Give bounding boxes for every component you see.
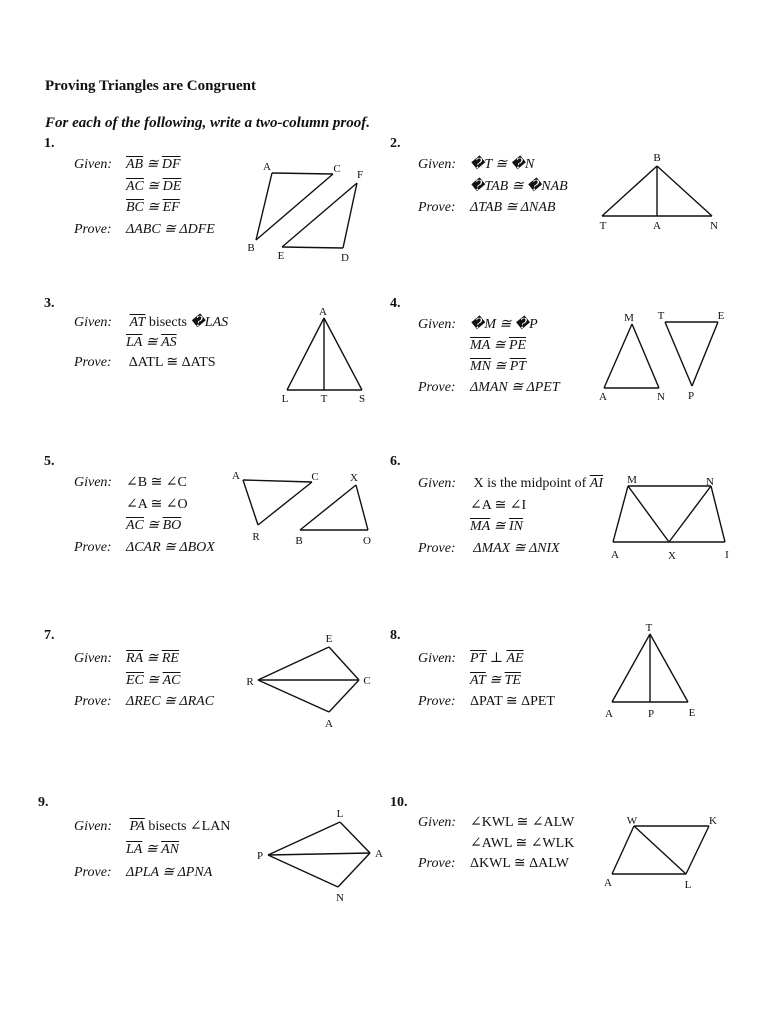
vertex-label: C	[311, 471, 319, 483]
math-text: ≅	[143, 178, 163, 194]
segment-notation: $\overline{LA}$	[126, 335, 143, 350]
math-text: ΔPAT ≅ ΔPET	[470, 694, 555, 709]
statement-label: Prove:	[418, 856, 456, 871]
statement-label: Given:	[74, 819, 113, 834]
vertex-label: T	[657, 310, 665, 322]
vertex-label: L	[281, 393, 289, 405]
segment-notation: $\overline{AC}$	[126, 178, 144, 194]
math-text: bisects	[145, 315, 191, 330]
math-text: ≅	[491, 359, 510, 374]
problem-number: 9.	[38, 795, 49, 810]
math-text: �LAS	[190, 315, 229, 330]
segment-notation: $\overline{PT}$	[509, 359, 527, 374]
vertex-label: P	[256, 850, 264, 862]
math-text: ∠A ≅ ∠I	[470, 497, 527, 513]
vertex-label: B	[653, 152, 661, 164]
problem-number: 7.	[44, 628, 55, 643]
math-text: ΔTAB ≅ ΔNAB	[470, 200, 556, 215]
vertex-label: F	[356, 169, 364, 181]
statement-label: Prove:	[74, 221, 112, 237]
statement-label: Given:	[418, 651, 457, 666]
vertex-label: N	[706, 476, 714, 488]
segment-notation: $\overline{AE}$	[506, 651, 524, 666]
problem-number: 6.	[390, 454, 401, 469]
vertex-label: M	[624, 312, 634, 324]
segment-notation: $\overline{PA}$	[129, 819, 145, 834]
figure-5-triangles	[232, 470, 371, 547]
vertex-label: L	[336, 808, 344, 820]
math-text: ΔPLA ≅ ΔPNA	[126, 865, 213, 880]
segment-notation: $\overline{BO}$	[162, 518, 182, 533]
segment-notation: $\overline{DE}$	[162, 178, 182, 194]
math-text: X is the midpoint of	[470, 476, 590, 491]
segment-notation: $\overline{RA}$	[126, 651, 144, 666]
math-text: ≅	[143, 651, 162, 666]
statement-label: Given:	[418, 476, 457, 491]
segment-notation: $\overline{IN}$	[508, 519, 523, 534]
vertex-label: A	[611, 549, 619, 561]
vertex-label: A	[232, 470, 240, 482]
vertex-label: E	[277, 250, 285, 262]
math-text: ≅	[143, 518, 163, 533]
segment-notation: $\overline{TE}$	[504, 672, 521, 688]
statement-label: Given:	[418, 317, 457, 332]
vertex-label: T	[599, 220, 607, 232]
math-text: ΔABC ≅ ΔDFE	[126, 221, 215, 237]
segment-notation: $\overline{EF}$	[162, 200, 180, 215]
vertex-label: M	[627, 474, 637, 486]
figure-9-triangles	[257, 808, 383, 904]
segment-notation: $\overline{AN}$	[161, 842, 179, 857]
vertex-label: A	[325, 718, 333, 730]
segment-notation: $\overline{AC}$	[162, 672, 181, 688]
math-text: ΔMAX ≅ ΔNIX	[470, 540, 560, 556]
math-text: ⊥	[486, 651, 507, 666]
math-text: ΔCAR ≅ ΔBOX	[126, 539, 215, 555]
vertex-label: A	[375, 848, 383, 860]
math-text: ∠KWL ≅ ∠ALW	[470, 815, 575, 830]
figure-3-triangles	[282, 306, 365, 405]
problem-number: 3.	[44, 296, 55, 311]
statement-label: Given:	[418, 815, 457, 830]
math-text: �TAB ≅ �NAB	[470, 178, 568, 194]
math-text: ΔMAN ≅ ΔPET	[470, 380, 560, 395]
segment-notation: $\overline{DF}$	[161, 157, 181, 172]
figure-8-triangles	[605, 622, 696, 720]
vertex-label: A	[605, 708, 613, 720]
math-text: ∠B ≅ ∠C	[126, 475, 187, 490]
math-text: �T ≅ �N	[470, 157, 535, 172]
math-text: ≅	[142, 335, 162, 350]
statement-label: Given:	[74, 157, 113, 172]
vertex-label: X	[668, 550, 676, 562]
problem-number: 5.	[44, 454, 55, 469]
problem-number: 2.	[390, 136, 401, 151]
statement-label: Given:	[418, 157, 457, 172]
statement-label: Prove:	[418, 540, 456, 556]
vertex-label: A	[653, 220, 661, 232]
vertex-label: L	[684, 879, 692, 891]
segment-notation: $\overline{PT}$	[470, 651, 487, 666]
vertex-label: A	[319, 306, 327, 318]
figure-4-triangles	[599, 310, 725, 403]
worksheet-title: Proving Triangles are Congruent	[45, 78, 256, 94]
vertex-label: A	[599, 391, 607, 403]
problem-number: 8.	[390, 628, 401, 643]
segment-notation: $\overline{LA}$	[126, 842, 143, 857]
segment-notation: $\overline{AI}$	[589, 476, 603, 491]
statement-label: Prove:	[74, 539, 112, 555]
vertex-label: B	[295, 535, 303, 547]
segment-notation: $\overline{AB}$	[126, 157, 144, 172]
figure-6-triangles	[611, 474, 729, 562]
figure-10-triangles	[604, 815, 717, 891]
statement-label: Prove:	[74, 865, 112, 880]
vertex-label: E	[688, 707, 696, 719]
statement-label: Prove:	[418, 200, 456, 215]
figure-7-triangles	[246, 633, 370, 730]
segment-notation: $\overline{PE}$	[508, 338, 527, 353]
math-text: ≅	[142, 842, 162, 857]
math-text: ≅	[485, 672, 505, 688]
vertex-label: A	[604, 877, 612, 889]
math-text: ∠AWL ≅ ∠WLK	[470, 835, 575, 851]
vertex-label: N	[657, 391, 665, 403]
figure-1-triangles	[247, 161, 363, 264]
vertex-label: P	[687, 390, 695, 402]
statement-label: Given:	[74, 651, 113, 666]
segment-notation: $\overline{RE}$	[161, 651, 179, 666]
segment-notation: $\overline{EC}$	[126, 672, 144, 688]
vertex-label: T	[320, 393, 328, 405]
vertex-label: K	[709, 815, 717, 827]
vertex-label: T	[645, 622, 653, 634]
vertex-label: X	[350, 472, 358, 484]
math-text: ΔREC ≅ ΔRAC	[126, 694, 215, 709]
vertex-label: C	[333, 163, 341, 175]
problem-number: 10.	[390, 795, 408, 810]
problem-number: 1.	[44, 136, 55, 151]
segment-notation: $\overline{AT}$	[470, 672, 486, 688]
statement-label: Given:	[74, 315, 113, 330]
vertex-label: I	[725, 549, 729, 561]
vertex-label: W	[626, 815, 638, 827]
math-text: ΔATL ≅ ΔATS	[126, 355, 216, 370]
vertex-label: O	[363, 535, 371, 547]
vertex-label: E	[325, 633, 333, 645]
vertex-label: S	[358, 393, 366, 405]
segment-notation: $\overline{MN}$	[470, 359, 491, 374]
math-text: ≅	[490, 519, 509, 534]
statement-label: Prove:	[74, 694, 112, 709]
math-text: ≅	[143, 672, 163, 688]
vertex-label: P	[647, 708, 655, 720]
math-text: bisects ∠LAN	[144, 819, 231, 834]
math-text: ≅	[143, 157, 162, 172]
segment-notation: $\overline{AT}$	[129, 315, 146, 330]
segment-notation: $\overline{BC}$	[126, 200, 144, 215]
vertex-label: E	[717, 310, 725, 322]
vertex-label: R	[246, 676, 254, 688]
vertex-label: B	[247, 242, 255, 254]
statement-label: Prove:	[418, 694, 456, 709]
vertex-label: A	[263, 161, 271, 173]
segment-notation: $\overline{MA}$	[470, 519, 491, 534]
vertex-label: C	[363, 675, 371, 687]
vertex-label: N	[710, 220, 718, 232]
segment-notation: $\overline{AS}$	[161, 335, 177, 350]
math-text: ΔKWL ≅ ΔALW	[470, 856, 569, 871]
math-text: ∠A ≅ ∠O	[126, 496, 188, 512]
vertex-label: D	[341, 252, 349, 264]
segment-notation: $\overline{MA}$	[470, 338, 491, 353]
statement-label: Prove:	[418, 380, 456, 395]
math-text: ≅	[490, 338, 509, 353]
math-text: ≅	[143, 200, 163, 215]
problem-number: 4.	[390, 296, 401, 311]
segment-notation: $\overline{AC}$	[126, 518, 144, 533]
statement-label: Given:	[74, 475, 113, 490]
statement-label: Prove:	[74, 355, 112, 370]
worksheet-instructions: For each of the following, write a two-column proof.	[45, 115, 371, 131]
figure-2-triangles	[600, 152, 718, 232]
math-text: �M ≅ �P	[470, 317, 538, 332]
vertex-label: N	[336, 892, 344, 904]
vertex-label: R	[252, 531, 260, 543]
